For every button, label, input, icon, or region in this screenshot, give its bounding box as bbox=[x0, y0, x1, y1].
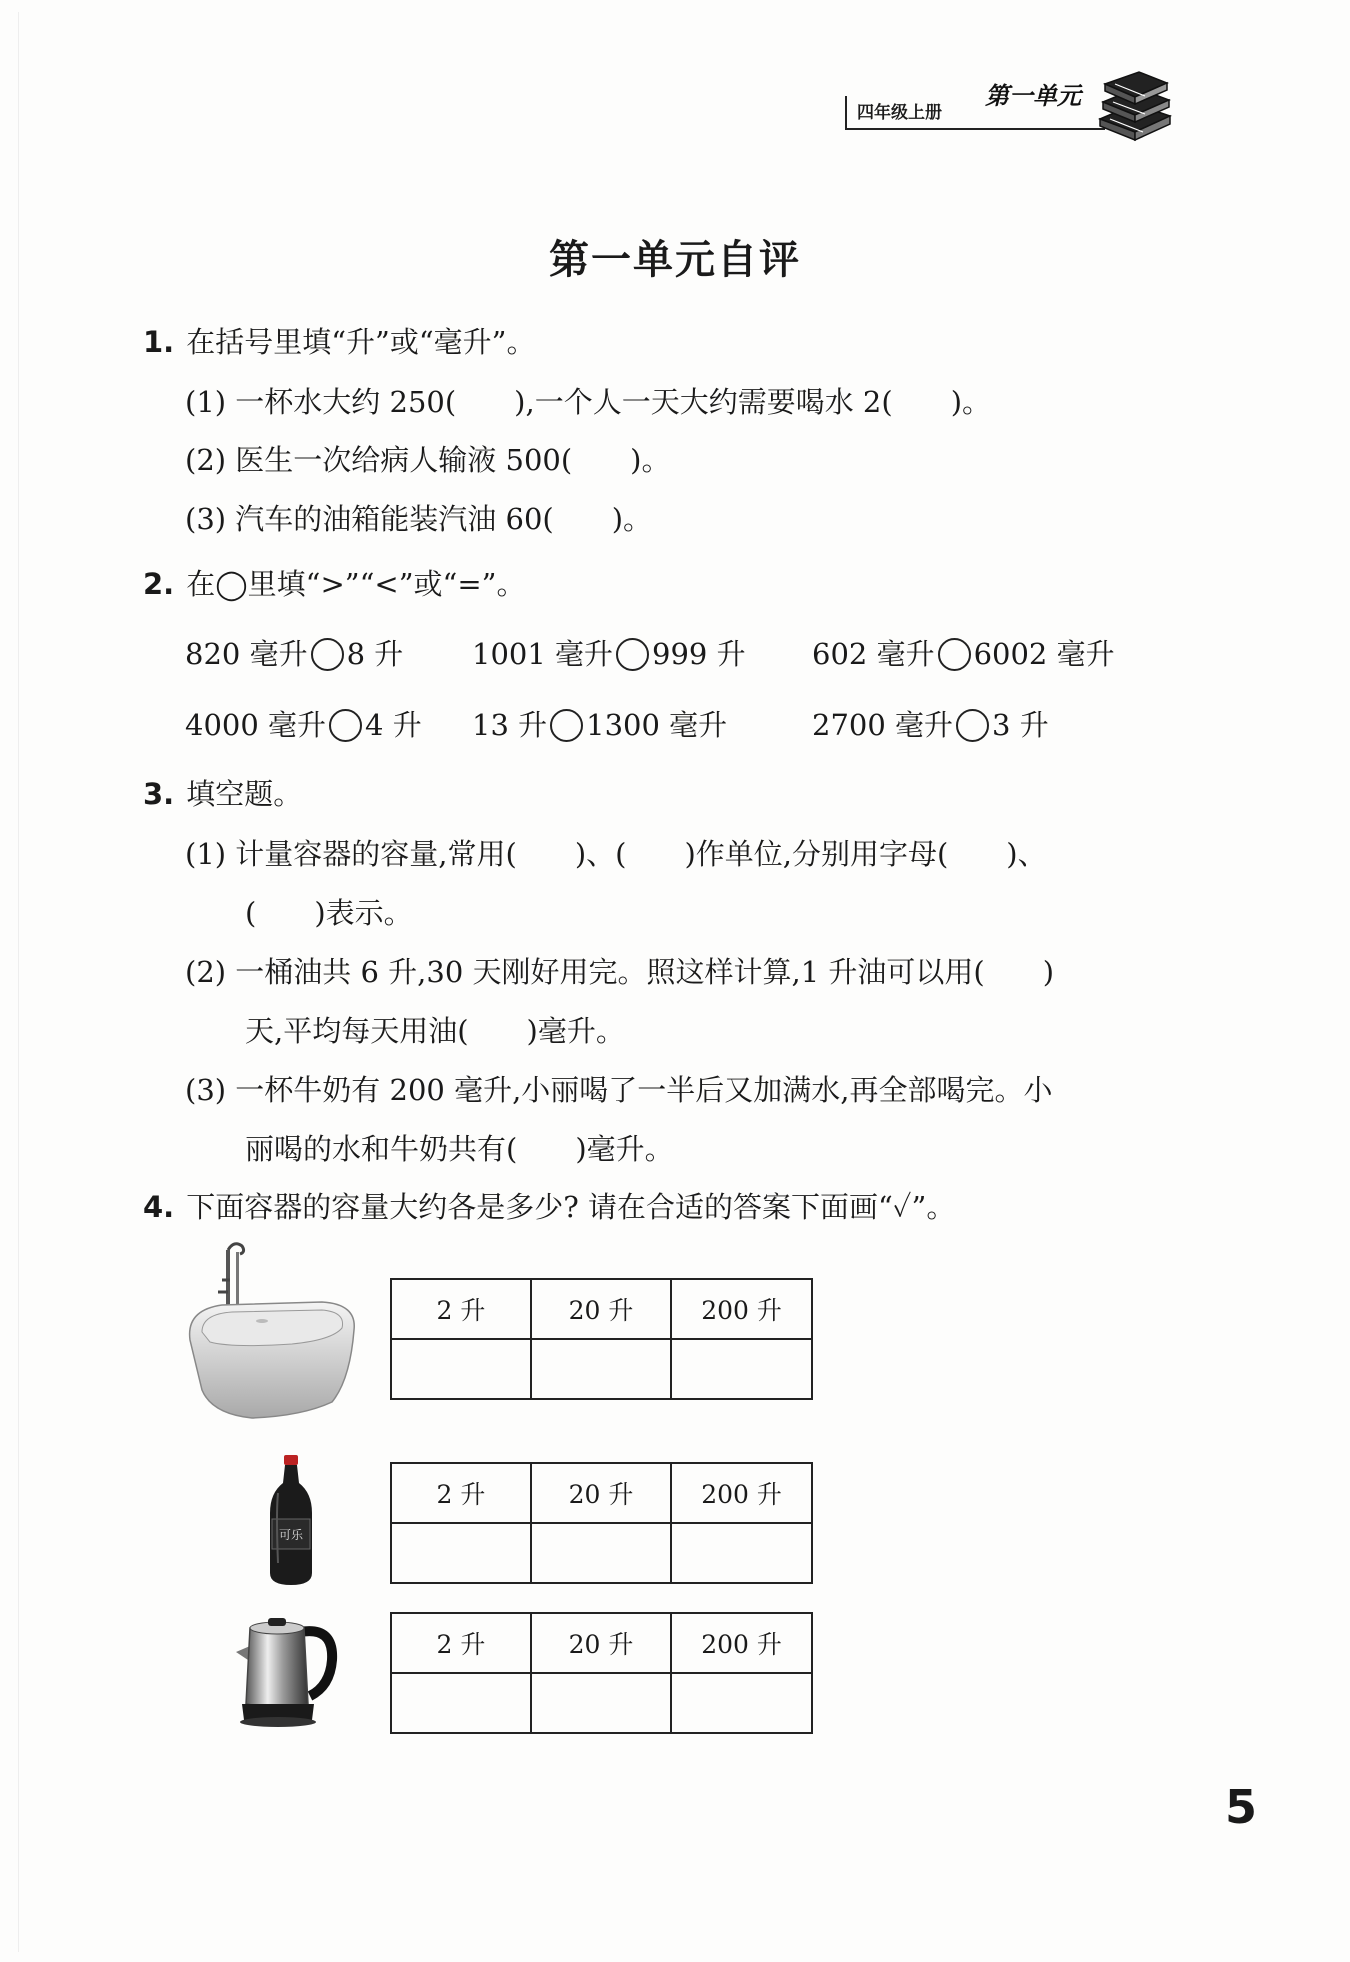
option-cell: 20 升 bbox=[531, 1613, 671, 1673]
answer-circle[interactable] bbox=[938, 638, 971, 671]
q1-item-1: (1) 一杯水大约 250( ),一个人一天大约需要喝水 2( )。 bbox=[185, 385, 992, 419]
answer-cell[interactable] bbox=[531, 1673, 671, 1733]
q3-line-3: (2) 一桶油共 6 升,30 天刚好用完。照这样计算,1 升油可以用( ) bbox=[185, 955, 1055, 989]
header-tag bbox=[845, 58, 1175, 148]
books-icon bbox=[1095, 64, 1175, 144]
compare-item bbox=[812, 632, 1115, 673]
answer-cell[interactable] bbox=[391, 1339, 531, 1399]
compare-right: 3 升 bbox=[992, 708, 1049, 742]
cola-label: 可乐 bbox=[278, 1528, 304, 1542]
compare-item bbox=[185, 703, 422, 744]
answer-cell[interactable] bbox=[671, 1673, 812, 1733]
answer-circle[interactable] bbox=[956, 709, 989, 742]
q1-item-3: (3) 汽车的油箱能装汽油 60( )。 bbox=[185, 502, 653, 536]
grade-label: 四年级上册 bbox=[845, 96, 1105, 130]
compare-item bbox=[472, 632, 746, 673]
option-cell: 2 升 bbox=[391, 1613, 531, 1673]
q1-item-2: (2) 医生一次给病人输液 500( )。 bbox=[185, 443, 671, 477]
answer-cell[interactable] bbox=[531, 1339, 671, 1399]
q3-line-6: 丽喝的水和牛奶共有( )毫升。 bbox=[245, 1132, 674, 1166]
answer-cell[interactable] bbox=[531, 1523, 671, 1583]
answer-circle[interactable] bbox=[550, 709, 583, 742]
kettle-image bbox=[228, 1612, 340, 1732]
answer-cell[interactable] bbox=[671, 1523, 812, 1583]
bathtub-image bbox=[182, 1240, 360, 1430]
option-cell: 20 升 bbox=[531, 1463, 671, 1523]
option-cell: 2 升 bbox=[391, 1463, 531, 1523]
compare-left: 1001 毫升 bbox=[472, 637, 614, 671]
compare-item bbox=[185, 632, 403, 673]
q2-text: 在◯里填“>”“<”或“=”。 bbox=[186, 567, 526, 601]
q3-line-4: 天,平均每天用油( )毫升。 bbox=[245, 1014, 625, 1048]
q3-text: 填空题。 bbox=[186, 777, 303, 811]
q1-text: 在括号里填“升”或“毫升”。 bbox=[186, 325, 536, 359]
answer-cell[interactable] bbox=[391, 1523, 531, 1583]
option-cell: 20 升 bbox=[531, 1279, 671, 1339]
compare-left: 602 毫升 bbox=[812, 637, 935, 671]
cola-bottle-image bbox=[266, 1453, 316, 1587]
bathtub-capacity-table bbox=[390, 1278, 813, 1400]
q3-number: 3. bbox=[143, 777, 175, 811]
compare-right: 1300 毫升 bbox=[586, 708, 728, 742]
compare-left: 820 毫升 bbox=[185, 637, 308, 671]
answer-circle[interactable] bbox=[329, 709, 362, 742]
q3-line-2: ( )表示。 bbox=[245, 896, 413, 930]
compare-item bbox=[472, 703, 727, 744]
option-cell: 2 升 bbox=[391, 1279, 531, 1339]
option-cell: 200 升 bbox=[671, 1613, 812, 1673]
q4-stem bbox=[143, 1185, 955, 1226]
compare-left: 2700 毫升 bbox=[812, 708, 954, 742]
compare-right: 6002 毫升 bbox=[973, 637, 1115, 671]
page-number: 5 bbox=[1225, 1780, 1258, 1834]
option-cell: 200 升 bbox=[671, 1279, 812, 1339]
compare-left: 13 升 bbox=[472, 708, 548, 742]
q1-stem bbox=[143, 320, 536, 361]
q3-line-5: (3) 一杯牛奶有 200 毫升,小丽喝了一半后又加满水,再全部喝完。小 bbox=[185, 1073, 1053, 1107]
answer-cell[interactable] bbox=[391, 1673, 531, 1733]
compare-right: 4 升 bbox=[365, 708, 422, 742]
option-cell: 200 升 bbox=[671, 1463, 812, 1523]
compare-item bbox=[812, 703, 1049, 744]
unit-label: 第一单元 bbox=[985, 82, 1081, 110]
compare-right: 999 升 bbox=[652, 637, 746, 671]
q2-stem bbox=[143, 562, 526, 603]
answer-circle[interactable] bbox=[616, 638, 649, 671]
q2-number: 2. bbox=[143, 567, 175, 601]
answer-cell[interactable] bbox=[671, 1339, 812, 1399]
answer-circle[interactable] bbox=[311, 638, 344, 671]
q3-stem bbox=[143, 772, 302, 813]
page-title: 第一单元自评 bbox=[549, 236, 801, 283]
compare-right: 8 升 bbox=[346, 637, 404, 671]
cola-capacity-table bbox=[390, 1462, 813, 1584]
q1-number: 1. bbox=[143, 325, 175, 359]
compare-left: 4000 毫升 bbox=[185, 708, 327, 742]
q4-text: 下面容器的容量大约各是多少? 请在合适的答案下面画“✓”。 bbox=[186, 1190, 956, 1224]
q3-line-1: (1) 计量容器的容量,常用( )、( )作单位,分别用字母( )、 bbox=[185, 837, 1047, 871]
kettle-capacity-table bbox=[390, 1612, 813, 1734]
q4-number: 4. bbox=[143, 1190, 175, 1224]
